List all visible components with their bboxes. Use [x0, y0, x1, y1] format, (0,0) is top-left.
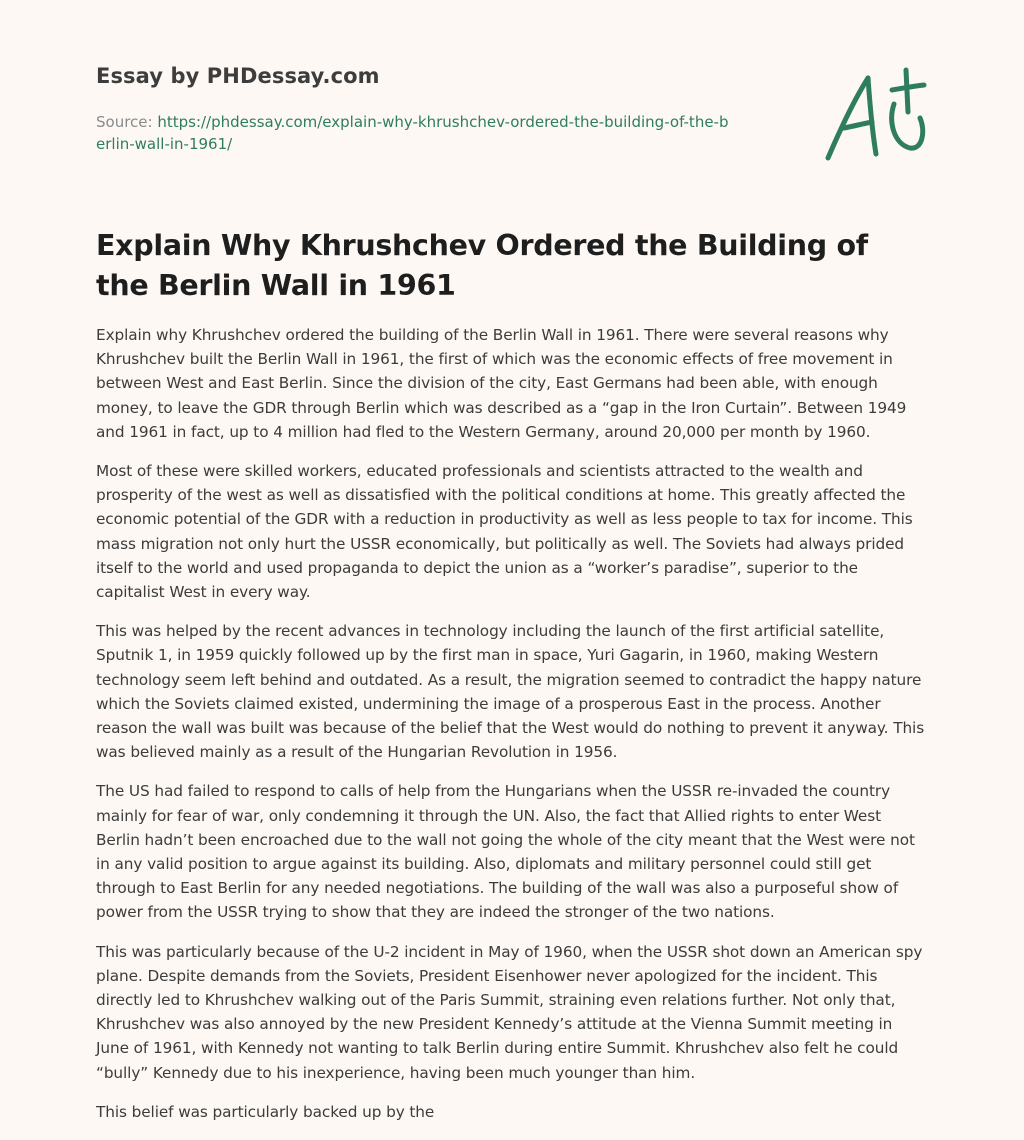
source-link[interactable]: https://phdessay.com/explain-why-khrushchev-ordered-the-building-of-the-berlin-wall-in-1961/	[96, 113, 729, 153]
essay-title: Explain Why Khrushchev Ordered the Building of the Berlin Wall in 1961	[96, 229, 868, 302]
source-line	[96, 111, 736, 155]
essay-paragraph: The US had failed to respond to calls of help from the Hungarians when the USSR re-invaded the country mainly for fear of war, only condemning it through the UN. Also, the fact that Allied rights to enter West Berlin hadn’t been encroached due to the wall not going the whole of the city meant that the West were not in any valid position to argue against its building. Also, diplomats and military personnel could still get through to East Berlin for any needed negotiations. The building of the wall was also a purposeful show of power from the USSR trying to show that they are indeed the stronger of the two nations.	[96, 782, 915, 922]
essay-paragraph: Explain why Khrushchev ordered the building of the Berlin Wall in 1961. There were several reasons why Khrushchev built the Berlin Wall in 1961, the first of which was the economic effects of free movement in between West and East Berlin. Since the division of the city, East Germans had been able, with enough money, to leave the GDR through Berlin which was described as a “gap in the Iron Curtain”. Between 1949 and 1961 in fact, up to 4 million had fled to the Western Germany, around 20,000 per month by 1960.	[96, 326, 907, 441]
essay-paragraph: Most of these were skilled workers, educated professionals and scientists attracted to the wealth and prosperity of the west as well as dissatisfied with the political conditions at home. This greatly affected the economic potential of the GDR with a reduction in productivity as well as less people to tax for income. This mass migration not only hurt the USSR economically, but politically as well. The Soviets had always prided itself to the world and used propaganda to depict the union as a “worker’s paradise”, superior to the capitalist West in every way.	[96, 462, 913, 602]
essay-body	[96, 323, 928, 1139]
a-plus-logo-icon	[824, 66, 928, 166]
essay-paragraph: This belief was particularly backed up by the	[96, 1102, 435, 1121]
essay-paragraph: This was particularly because of the U-2 incident in May of 1960, when the USSR shot down an American spy plane. Despite demands from the Soviets, President Eisenhower never apologized for the incident. This directly led to Khrushchev walking out of the Paris Summit, straining even relations further. Not only that, Khrushchev was also annoyed by the new President Kennedy’s attitude at the Vienna Summit meeting in June of 1961, with Kennedy not wanting to talk Berlin during entire Summit. Khrushchev also felt he could “bully” Kennedy due to his inexperience, having been much younger than him.	[96, 942, 923, 1082]
source-label: Source:	[96, 113, 158, 131]
essay-paragraph: This was helped by the recent advances in technology including the launch of the first artificial satellite, Sputnik 1, in 1959 quickly followed up by the first man in space, Yuri Gagarin, in 1960, making Western technology seem left behind and outdated. As a result, the migration seemed to contradict the happy nature which the Soviets claimed existed, undermining the image of a prosperous East in the process. Another reason the wall was built was because of the belief that the West would do nothing to prevent it anyway. This was believed mainly as a result of the Hungarian Revolution in 1956.	[96, 622, 925, 762]
site-title: Essay by PHDessay.com	[96, 64, 380, 88]
